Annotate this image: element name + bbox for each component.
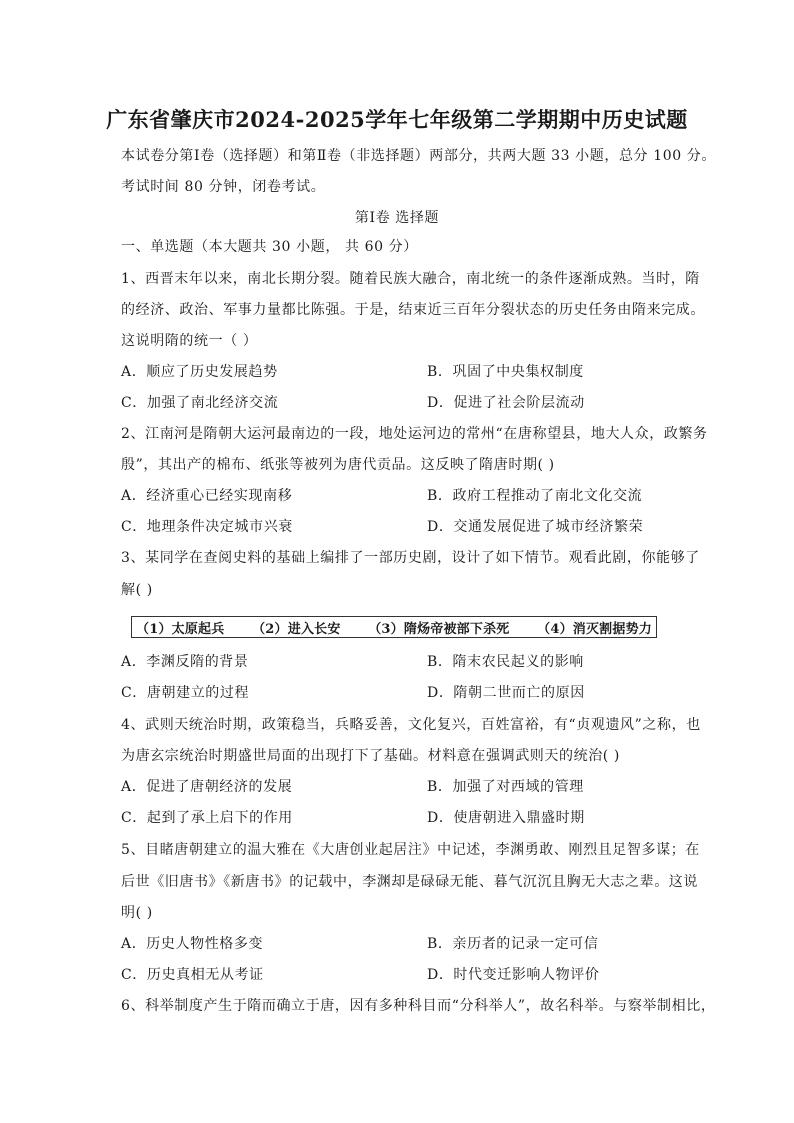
q5-option-b[interactable]: B．亲历者的记录一定可信: [427, 936, 599, 952]
question-3-text: 3、某同学在查阅史料的基础上编排了一部历史剧，设计了如下情节。观看此剧，你能够了: [121, 550, 700, 566]
intro-line: 本试卷分第Ⅰ卷（选择题）和第Ⅱ卷（非选择题）两部分，共两大题 33 小题，总分 100 分。: [121, 148, 716, 164]
plot-timeline-box: [131, 616, 657, 638]
q1-option-a[interactable]: A．顺应了历史发展趋势: [121, 364, 278, 380]
q1-option-b[interactable]: B．巩固了中央集权制度: [427, 364, 584, 380]
part-title: 一、单选题（本大题共 30 小题， 共 60 分）: [121, 239, 418, 255]
question-5-text: 5、目睹唐朝建立的温大雅在《大唐创业起居注》中记述，李渊勇敢、刚烈且足智多谋；在: [121, 842, 700, 858]
question-5-text: 后世《旧唐书》《新唐书》的记载中，李渊却是碌碌无能、暮气沉沉且胸无大志之辈。这说: [121, 874, 698, 890]
timeline-step: （4）消灭割据势力: [537, 621, 652, 637]
exam-title: 广东省肇庆市2024-2025学年七年级第二学期期中历史试题: [106, 107, 688, 132]
q3-option-d[interactable]: D．隋朝二世而亡的原因: [427, 685, 585, 701]
question-6-text: 6、科举制度产生于隋而确立于唐，因有多种科目而“分科举人”，故名科举。与察举制相比，: [121, 998, 716, 1014]
question-4-text: 为唐玄宗统治时期盛世局面的出现打下了基础。材料意在强调武则天的统治( ): [121, 748, 620, 764]
q4-option-c[interactable]: C．起到了承上启下的作用: [121, 810, 293, 826]
q5-option-d[interactable]: D．时代变迁影响人物评价: [427, 967, 600, 983]
q2-option-a[interactable]: A．经济重心已经实现南移: [121, 488, 293, 504]
timeline-step: （1）太原起兵: [136, 621, 225, 637]
question-2-text: 2、江南河是隋朝大运河最南边的一段，地处运河边的常州“在唐称望县，地大人众，政繁务: [121, 426, 708, 442]
q2-option-b[interactable]: B．政府工程推动了南北文化交流: [427, 488, 643, 504]
q4-option-d[interactable]: D．使唐朝进入鼎盛时期: [427, 810, 585, 826]
question-1-text: 1、西晋末年以来，南北长期分裂。随着民族大融合，南北统一的条件逐渐成熟。当时，隋: [121, 271, 700, 287]
q3-option-c[interactable]: C．唐朝建立的过程: [121, 685, 250, 701]
question-1-text: 的经济、政治、军事力量都比陈强。于是，结束近三百年分裂状态的历史任务由隋来完成。: [121, 302, 705, 318]
q2-option-d[interactable]: D．交通发展促进了城市经济繁荣: [427, 519, 644, 535]
question-1-text: 这说明隋的统一（ ）: [121, 333, 258, 349]
timeline-step: （3）隋炀帝被部下杀死: [368, 621, 510, 637]
question-3-text: 解( ): [121, 582, 153, 598]
question-4-text: 4、武则天统治时期，政策稳当，兵略妥善，文化复兴，百姓富裕，有“贞观遗风”之称，也: [121, 717, 701, 733]
q3-option-a[interactable]: A．李渊反隋的背景: [121, 654, 249, 670]
question-5-text: 明( ): [121, 905, 153, 921]
q1-option-c[interactable]: C．加强了南北经济交流: [121, 395, 279, 411]
timeline-step: （2）进入长安: [252, 621, 341, 637]
q4-option-a[interactable]: A．促进了唐朝经济的发展: [121, 779, 293, 795]
section-title: 第Ⅰ卷 选择题: [354, 210, 440, 226]
q5-option-a[interactable]: A．历史人物性格多变: [121, 936, 264, 952]
q2-option-c[interactable]: C．地理条件决定城市兴衰: [121, 519, 293, 535]
intro-line: 考试时间 80 分钟，闭卷考试。: [121, 179, 326, 195]
q5-option-c[interactable]: C．历史真相无从考证: [121, 967, 264, 983]
q3-option-b[interactable]: B．隋末农民起义的影响: [427, 654, 584, 670]
q4-option-b[interactable]: B．加强了对西域的管理: [427, 779, 584, 795]
q1-option-d[interactable]: D．促进了社会阶层流动: [427, 395, 585, 411]
question-2-text: 殷”，其出产的棉布、纸张等被列为唐代贡品。这反映了隋唐时期( ): [121, 457, 555, 473]
